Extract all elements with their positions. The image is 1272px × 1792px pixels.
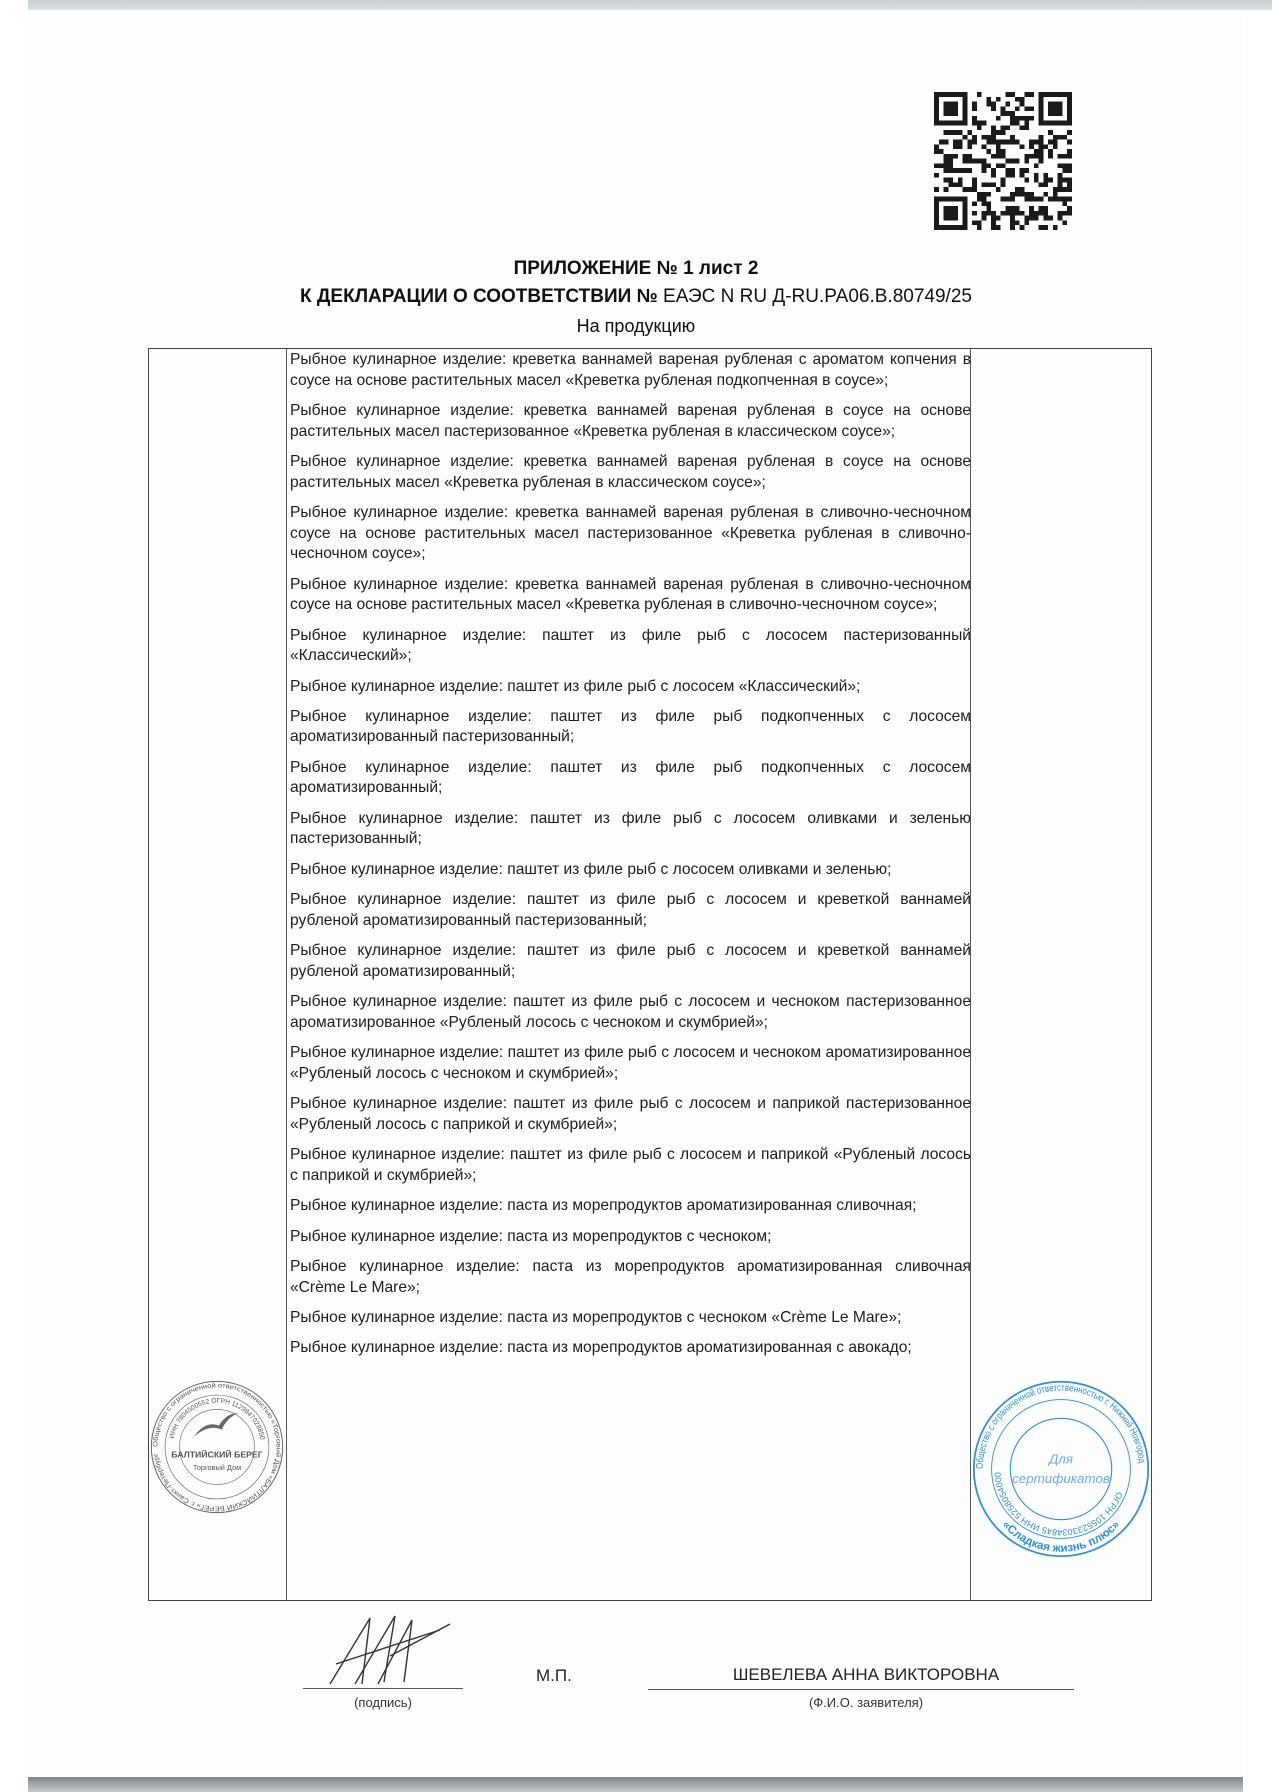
declaration-title xyxy=(0,286,1272,308)
product-item: Рыбное кулинарное изделие: паштет из филе рыб с лососем и паприкой «Рубленый лосось с паприкой и скумбрией»; xyxy=(290,1146,971,1184)
stamp-left-outer-text: Общество с ограниченной ответственностью «Торговый Дом «БАЛТИЙСКИЙ БЕРЕГ» г. Санкт-Петербург xyxy=(152,1382,282,1512)
product-item: Рыбное кулинарное изделие: паштет из филе рыб с лососем оливками и зеленью пастеризованный; xyxy=(290,809,971,848)
products-subtitle: На продукцию xyxy=(576,316,696,336)
stamp-right-center-line1: Для xyxy=(1048,1451,1074,1467)
product-item: Рыбное кулинарное изделие: паста из морепродуктов с чесноком; xyxy=(290,1227,772,1245)
product-item: Рыбное кулинарное изделие: паштет из филе рыб с лососем и чесноком ароматизированное «Рубленый лосось с чесноком и скумбрией»; xyxy=(290,1044,971,1082)
product-item: Рыбное кулинарное изделие: паштет из филе рыб с лососем пастеризованный «Классический»; xyxy=(290,626,971,665)
stamp-right-bottom-text: «Сладкая жизнь плюс» xyxy=(999,1518,1123,1555)
product-item: Рыбное кулинарное изделие: паштет из филе рыб с лососем и креветкой ваннамей рубленой ароматизированный пастеризованный; xyxy=(290,891,971,929)
stamp-right-center-line2: сертификатов xyxy=(1012,1471,1110,1487)
qr-code-icon xyxy=(934,92,1072,230)
seagull-logo-icon xyxy=(194,1413,239,1437)
product-list xyxy=(289,350,971,1369)
product-item: Рыбное кулинарное изделие: паста из морепродуктов с чесноком «Crème Le Mare»; xyxy=(290,1308,902,1326)
product-item: Рыбное кулинарное изделие: паштет из филе рыб с лососем оливками и зеленью; xyxy=(290,860,892,878)
appendix-title: ПРИЛОЖЕНИЕ № 1 лист 2 xyxy=(513,258,759,279)
product-item: Рыбное кулинарное изделие: паштет из филе рыб подкопченных с лососем ароматизированный пастеризованный; xyxy=(290,707,971,746)
product-item: Рыбное кулинарное изделие: паштет из филе рыб подкопченных с лососем ароматизированный; xyxy=(290,758,971,797)
company-stamp-sweet-life-plus xyxy=(972,1380,1150,1558)
product-item: Рыбное кулинарное изделие: паста из морепродуктов ароматизированная сливочная «Crème Le Mare»; xyxy=(290,1257,971,1296)
applicant-name-underline xyxy=(648,1689,1074,1690)
scan-edge-top xyxy=(28,0,1272,10)
product-item: Рыбное кулинарное изделие: креветка ваннамей вареная рубленая в соусе на основе растительных масел пастеризованное «Креветка рубленая в классическом соусе»; xyxy=(290,401,971,440)
svg-text:ИНН 7804500552 ОГРН 1129847028 xyxy=(169,1398,266,1441)
stamp-left-sub-text: Торговый Дом xyxy=(192,1462,242,1472)
stamp-right-outer-text: Общество с ограниченной ответственностью г. Нижний Новгород xyxy=(974,1382,1148,1470)
seal-placeholder-label: М.П. xyxy=(536,1666,572,1685)
company-stamp-baltic-coast xyxy=(150,1380,284,1514)
scan-edge-bottom xyxy=(28,1777,1243,1792)
signature-underline xyxy=(303,1688,463,1689)
product-item: Рыбное кулинарное изделие: креветка ваннамей вареная рубленая в сливочно-чесночном соусе на основе растительных масел пастеризованное «Креветка рубленая в сливочно-чесночном соусе»; xyxy=(290,503,971,563)
applicant-name-caption: (Ф.И.О. заявителя) xyxy=(808,1695,924,1710)
product-item: Рыбное кулинарное изделие: креветка ваннамей вареная рубленая в сливочно-чесночном соусе на основе растительных масел «Креветка рубленая в сливочно-чесночном соусе»; xyxy=(290,575,971,614)
stamp-left-center-text: БАЛТИЙСКИЙ БЕРЕГ xyxy=(171,1449,263,1460)
product-item: Рыбное кулинарное изделие: паста из морепродуктов ароматизированная с авокадо; xyxy=(290,1339,912,1357)
declaration-number: ЕАЭС N RU Д-RU.РА06.В.80749/25 xyxy=(663,286,972,307)
product-item: Рыбное кулинарное изделие: паштет из филе рыб с лососем и креветкой ваннамей рубленой ароматизированный; xyxy=(290,942,971,980)
product-item: Рыбное кулинарное изделие: креветка ваннамей вареная рубленая в соусе на основе растительных масел «Креветка рубленая в классическом соусе»; xyxy=(290,452,971,491)
product-item: Рыбное кулинарное изделие: паштет из филе рыб с лососем «Классический»; xyxy=(290,677,861,695)
applicant-name: ШЕВЕЛЕВА АННА ВИКТОРОВНА xyxy=(732,1665,1000,1684)
stamp-right-ogrn-text: ОГРН 1055233034845 ИНН 5258054000 xyxy=(992,1471,1125,1538)
handwritten-signature xyxy=(300,1612,470,1686)
product-item: Рыбное кулинарное изделие: паштет из филе рыб с лососем и чесноком пастеризованное ароматизированное «Рубленый лосось с чесноком и скумбрией»; xyxy=(290,993,971,1031)
table-column-divider xyxy=(286,349,287,1600)
product-item: Рыбное кулинарное изделие: паста из морепродуктов ароматизированная сливочная; xyxy=(290,1197,917,1215)
signature-caption: (подпись) xyxy=(354,1695,412,1710)
declaration-title-prefix: К ДЕКЛАРАЦИИ О СООТВЕТСТВИИ № xyxy=(300,286,658,307)
product-item: Рыбное кулинарное изделие: креветка ваннамей вареная рубленая с ароматом копчения в соусе на основе растительных масел «Креветка рубленая подкопченная в соусе»; xyxy=(290,351,971,389)
product-item: Рыбное кулинарное изделие: паштет из филе рыб с лососем и паприкой пастеризованное «Рубленый лосось с паприкой и скумбрией»; xyxy=(290,1095,971,1133)
stamp-left-ogrn-text: ИНН 7804500552 ОГРН 1129847028850 xyxy=(168,1397,266,1441)
